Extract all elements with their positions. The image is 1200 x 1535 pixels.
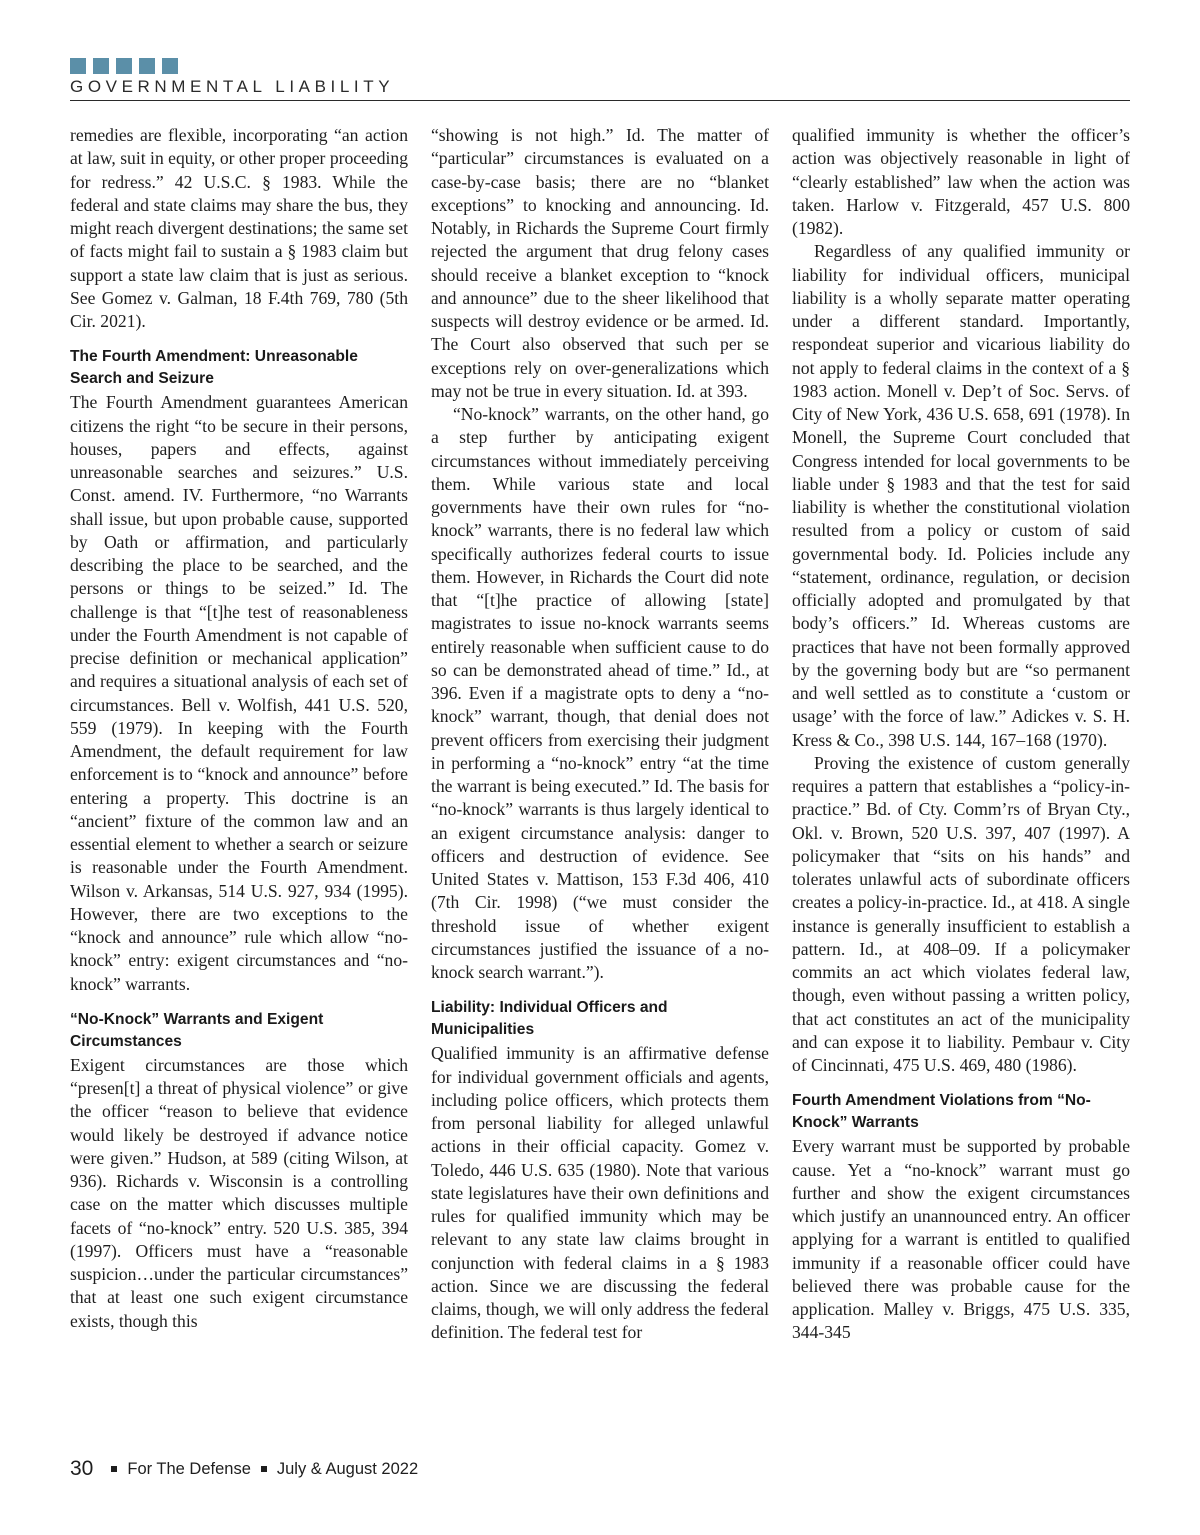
body-paragraph: remedies are flexible, incorporating “an action at law, suit in equity, or other proper proceeding for redress.” 42 U.S.C. § 1983. While the federal and state claims may share the bus, they might reach divergent destinations; the same set of facts might fail to sustain a § 1983 claim but support a state law claim that is just as serious. See Gomez v. Galman, 18 F.4th 769, 780 (5th Cir. 2021).: [70, 125, 408, 331]
body-paragraph: Regardless of any qualified immunity or liability for individual officers, municipal liability is a wholly separate matter operating under a different standard. Importantly, respondeat superior and vicarious liability do not apply to federal claims in the context of a § 1983 action. Monell v. Dep’t of Soc. Servs. of City of New York, 436 U.S. 658, 691 (1978). In Monell, the Supreme Court concluded that Congress intended for local governments to be liable under § 1983 and that the test for said liability is whether the constitutional violation resulted from a policy or custom of said governmental body. Id. Policies include any “statement, ordinance, regulation, or decision officially adopted and promulgated by that body’s officers.” Id. Whereas customs are practices that have not been formally approved by the governing body but are “so permanent and well settled as to constitute a ‘custom or usage’ with the force of law.” Adickes v. S. H. Kress & Co., 398 U.S. 144, 167–168 (1970).: [792, 241, 1130, 750]
accent-block: [93, 58, 109, 74]
page-footer: [70, 1457, 418, 1481]
section-heading: The Fourth Amendment: Unreasonable Search and Seizure: [70, 348, 358, 388]
bullet-separator: [261, 1466, 267, 1472]
section-heading: Fourth Amendment Violations from “No-Knock” Warrants: [792, 1092, 1091, 1132]
accent-block: [70, 58, 86, 74]
text-column-3: [792, 124, 1130, 1439]
text-column-2: [431, 124, 769, 1439]
accent-block: [139, 58, 155, 74]
body-paragraph: Qualified immunity is an affirmative defense for individual government officials and agents, including police officers, which protects them from personal liability for alleged unlawful actions in their official capacity. Gomez v. Toledo, 446 U.S. 635 (1980). Note that various state legislatures have their own definitions and rules for qualified immunity which may be relevant to any state law claims brought in conjunction with federal claims in a § 1983 action. Since we are discussing the federal claims, though, we will only address the federal definition. The federal test for: [431, 1043, 769, 1343]
section-heading: Liability: Individual Officers and Municipalities: [431, 999, 668, 1039]
publication-name: For The Defense: [127, 1459, 251, 1478]
issue-date: July & August 2022: [276, 1459, 419, 1478]
body-paragraph: The Fourth Amendment guarantees American citizens the right “to be secure in their persons, houses, papers and effects, against unreasonable searches and seizures.” U.S. Const. amend. IV. Furthermore, “no Warrants shall issue, but upon probable cause, supported by Oath or affirmation, and particularly describing the place to be searched, and the persons or things to be seized.” Id. The challenge is that “[t]he test of reasonableness under the Fourth Amendment is not capable of precise definition or mechanical application” and requires a situational analysis of each set of circumstances. Bell v. Wolfish, 441 U.S. 520, 559 (1979). In keeping with the Fourth Amendment, the default requirement for law enforcement is to “knock and announce” before entering a property. This doctrine is an “ancient” fixture of the common law and an essential element to whether a search or seizure is reasonable under the Fourth Amendment. Wilson v. Arkansas, 514 U.S. 927, 934 (1995). However, there are two exceptions to the “knock and announce” rule which allow “no-knock” entry: exigent circumstances and “no-knock” warrants.: [70, 392, 408, 994]
body-paragraph: “No-knock” warrants, on the other hand, go a step further by anticipating exigent circumstances without immediately perceiving them. While various state and local governments have their own rules for “no-knock” warrants, there is no federal law which specifically authorizes federal courts to issue them. However, in Richards the Court did note that “[t]he practice of allowing [state] magistrates to issue no-knock warrants seems entirely reasonable when sufficient cause to do so can be demonstrated ahead of time.” Id., at 396. Even if a magistrate opts to deny a “no-knock” warrant, though, that denial does not prevent officers from exercising their judgment in performing a “no-knock” entry “at the time the warrant is being executed.” Id. The basis for “no-knock” warrants is thus largely identical to an exigent circumstance analysis: danger to officers and destruction of evidence. See United States v. Mattison, 153 F.3d 406, 410 (7th Cir. 1998) (“we must consider the threshold issue of whether exigent circumstances justified the issuance of a no-knock search warrant.”).: [431, 404, 769, 982]
bullet-separator: [111, 1466, 117, 1472]
body-paragraph: Every warrant must be supported by probable cause. Yet a “no-knock” warrant must go further and show the exigent circumstances which justify an unannounced entry. An officer applying for a warrant is entitled to qualified immunity if a reasonable officer could have believed there was probable cause for the application. Malley v. Briggs, 475 U.S. 335, 344-345: [792, 1136, 1130, 1343]
body-paragraph: qualified immunity is whether the officer’s action was objectively reasonable in light of “clearly established” law when the action was taken. Harlow v. Fitzgerald, 457 U.S. 800 (1982).: [792, 125, 1130, 238]
text-column-1: [70, 124, 408, 1439]
page-number: 30: [70, 1457, 94, 1480]
body-paragraph: “showing is not high.” Id. The matter of “particular” circumstances is evaluated on a case-by-case basis; there are no “blanket exceptions” to knocking and announcing. Id. Notably, in Richards the Supreme Court firmly rejected the argument that drug felony cases should receive a blanket exception to “knock and announce” due to the sheer likelihood that suspects will destroy evidence or be armed. Id. The Court also observed that such per se exceptions rely on over-generalizations which may not be true in every situation. Id. at 393.: [431, 125, 769, 401]
accent-block: [116, 58, 132, 74]
header-rule: [70, 100, 1130, 101]
body-paragraph: Exigent circumstances are those which “presen[t] a threat of physical violence” or give the officer “reason to believe that evidence would likely be destroyed if advance notice were given.” Hudson, at 589 (citing Wilson, at 936). Richards v. Wisconsin is a controlling case on the matter which discusses multiple facets of “no-knock” entry. 520 U.S. 385, 394 (1997). Officers must have a “reasonable suspicion…under the particular circumstances” that at least one such exigent circumstance exists, though this: [70, 1054, 408, 1331]
section-title: GOVERNMENTAL LIABILITY: [70, 77, 395, 96]
section-heading: “No-Knock” Warrants and Exigent Circumstances: [70, 1010, 324, 1050]
accent-block: [162, 58, 178, 74]
body-paragraph: Proving the existence of custom generally requires a pattern that establishes a “policy-in-practice.” Bd. of Cty. Comm’rs of Bryan Cty., Okl. v. Brown, 520 U.S. 397, 407 (1997). A policymaker that “sits on his hands” and tolerates unlawful acts of subordinate officers creates a policy-in-practice. Id., at 418. A single instance is generally insufficient to establish a pattern. Id., at 408–09. If a policymaker commits an act which violates federal law, though, even without passing a written policy, that act constitutes an act of the municipality and can expose it to liability. Pembaur v. City of Cincinnati, 475 U.S. 469, 480 (1986).: [792, 752, 1130, 1075]
header-accent-blocks: [70, 58, 185, 74]
